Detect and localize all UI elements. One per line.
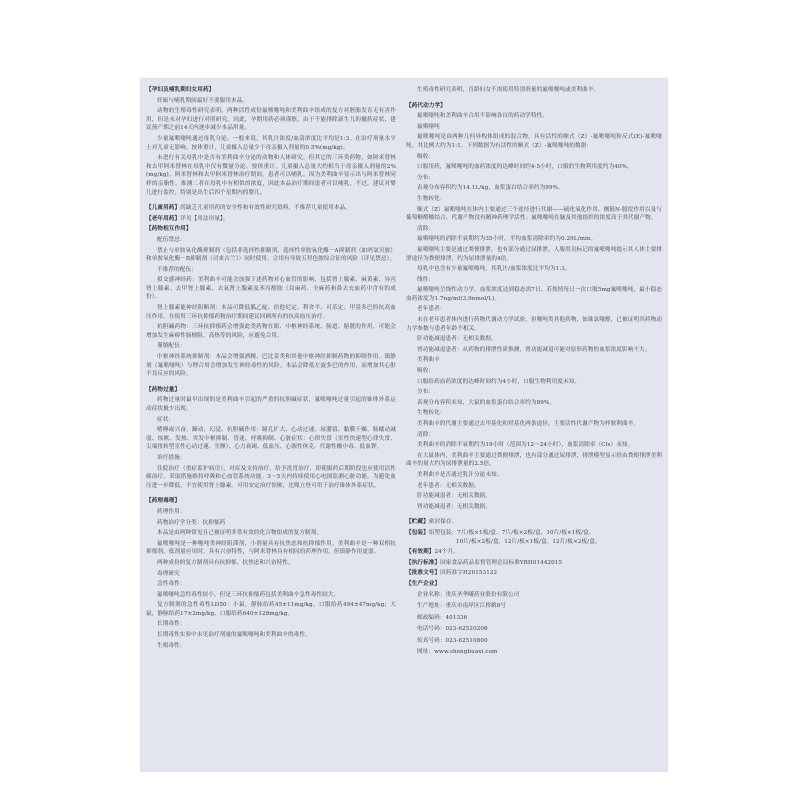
section-interactions bbox=[146, 225, 396, 379]
field-value: 重庆市南岸区江桥路8号 bbox=[445, 603, 507, 610]
paragraph: 口服给药血药浓度的达峰时间约为4小时，口服生物利用度未知。 bbox=[417, 378, 581, 385]
paragraph: 口服用药，氟哌噻吨的血药浓度的达峰时间约4-5小时，口服的生物利用度约为40%。 bbox=[417, 164, 633, 171]
subheading: 长期毒性： bbox=[157, 621, 186, 628]
field-label: 网址： bbox=[417, 649, 435, 656]
manufacturer-name bbox=[406, 591, 662, 600]
section-heading: 【包装】 bbox=[406, 529, 429, 536]
left-column bbox=[146, 86, 396, 657]
section-heading: 【儿童用药】 bbox=[146, 205, 181, 212]
field-value: 重庆圣华曦药业股份有限公司 bbox=[445, 591, 520, 598]
paragraph: 动物的生殖毒性研究表明，两种活性成份氟哌噻吨和美利曲辛组成的复方对胚胎发育无有害作用，但是未对孕妇进行对照研究。因此，孕期用药必须谨慎，由于不能排除新生儿的撤药症状，建议预产期之前14天内逐步减少本品用量。 bbox=[146, 108, 396, 132]
paragraph: 氟哌噻吨是由两种几何异构体组成的混合物，具有活性的顺式（Z）-氟哌噻吨和反式(E)-氟哌噻吨，其比例大约为1:1。下列数据为有活性的顺式（Z）-氟哌噻吨的数据： bbox=[406, 134, 662, 149]
manufacturer-fax bbox=[406, 637, 662, 646]
section-text: 尚缺乏儿童用药的安全性和有效性研究资料，不推荐儿童使用本品。 bbox=[180, 205, 351, 212]
subheading: 配伍禁忌： bbox=[157, 236, 186, 243]
paragraph: 氟哌噻吨和美利曲辛合用不影响各自的药动学特性。 bbox=[417, 113, 548, 120]
manufacturer-phone bbox=[406, 625, 662, 634]
paragraph: 母乳中也含有少量氟哌噻吨，其乳汁/血浆浓度比平均为1:3。 bbox=[417, 266, 571, 273]
section-standard bbox=[406, 559, 662, 568]
section-text: 详见【用法用量】。 bbox=[180, 215, 229, 222]
subheading: 药理作用： bbox=[157, 508, 186, 515]
manufacturer-website bbox=[406, 648, 662, 657]
field-value: 023-62520206 bbox=[445, 626, 488, 633]
paragraph: 拟交感神经药：美利曲辛可能会加强下述药物对心血管的影响，包括肾上腺素、麻黄素、异丙肾上腺素、去甲肾上腺素、去氧肾上腺素及苯丙醇胺（局麻药、全麻药和鼻去充血药中含有的成份）。 bbox=[146, 277, 396, 301]
section-heading: 【孕妇及哺乳期妇女用药】 bbox=[146, 87, 215, 93]
subheading: 毒理研究 bbox=[157, 570, 180, 577]
section-approval bbox=[406, 569, 662, 578]
paragraph: 氟哌噻吨的消除半衰期约为35小时，平均血浆清除率约为0.29L/min。 bbox=[417, 236, 597, 243]
subheading: 美利曲辛 bbox=[417, 357, 440, 364]
field-value: 401336 bbox=[445, 614, 468, 621]
field-value: www.shenghuaxi.com bbox=[434, 649, 498, 656]
paragraph: 肾功能减退者：无相关数据。 bbox=[417, 503, 492, 510]
subheading: 氟哌噻吨 bbox=[417, 123, 440, 130]
section-heading: 【药物相互作用】 bbox=[146, 226, 192, 233]
section-heading: 【老年用药】 bbox=[146, 215, 181, 222]
paragraph: 本品是由两种常见且已被证明非常有效的化合物组成的复方制剂。 bbox=[157, 530, 323, 537]
subheading: 生殖毒性： bbox=[157, 642, 186, 649]
paragraph: 表观分布容积未知，大鼠的血浆蛋白结合率约为89%。 bbox=[417, 399, 555, 406]
paragraph: 肾上腺素能神经阻断剂：本品可降低胍乙啶、倍他尼定、利舍平、可乐定、甲基多巴的抗高血压作用。在使用三环抗抑郁药物治疗期间建议回顾所有的抗高血压治疗。 bbox=[146, 305, 396, 320]
subheading: 吸收： bbox=[417, 153, 435, 160]
section-heading: 【药代动力学】 bbox=[406, 102, 446, 109]
section-heading: 【药物过量】 bbox=[146, 386, 181, 393]
subheading: 线性： bbox=[417, 276, 435, 283]
paragraph: 肝功能减退者：无相关数据。 bbox=[417, 493, 492, 500]
paragraph: 抗胆碱药物：三环抗抑郁药会增强此类药物在眼、中枢神经系统、肠道、膀胱的作用，可能会增加发生麻痹性肠梗阻、高热等的风险，应避免合用。 bbox=[146, 324, 396, 339]
paragraph: 长期毒性实验中未见治疗剂量的氟哌噻吨和美利曲辛的毒性。 bbox=[157, 632, 311, 639]
field-label: 企业名称： bbox=[417, 591, 446, 598]
field-value: 023-62510800 bbox=[445, 637, 488, 644]
manufacturer-postcode bbox=[406, 614, 662, 623]
right-column bbox=[406, 86, 662, 664]
subheading: 生物转化： bbox=[417, 410, 446, 417]
section-validity bbox=[406, 548, 662, 557]
subheading: 药物治疗学分类：抗抑郁药 bbox=[157, 519, 226, 526]
leaflet-sheet bbox=[140, 78, 668, 772]
subheading: 不推荐的配伍： bbox=[157, 266, 197, 273]
paragraph: 药物过量时最早出现的是美利曲辛引起的严重的抗胆碱症状，氟哌噻吨过量引起的锥体外系运动症状极少出现。 bbox=[146, 397, 396, 412]
field-label: 生产地址： bbox=[417, 603, 446, 610]
paragraph: 美利曲辛的消除半衰期约为19小时（范围为12～24小时），血浆清除率（Cls）未知。 bbox=[417, 442, 634, 449]
subheading: 症状： bbox=[157, 416, 175, 423]
paragraph: 在大鼠体内，美利曲辛主要通过粪便排泄，也有部分通过尿排泄，排泄模型显示经由粪便排泄美利曲辛的量大约为尿排泄量的2.5倍。 bbox=[406, 452, 662, 468]
paragraph: 顺式（Z）氟哌噻吨在体内主要通过三个途径进行代谢——硫化氧化作用、侧链N-脱烷作用以及与葡萄糖醛酸结合，代谢产物没有精神药理学活性。氟哌噻吨在脑及其他组织的浓度高于其代谢产物。 bbox=[406, 206, 662, 222]
paragraph: 禁止与单胺氧化酶抑制剂（包括非选择性抑制剂、选择性单胺氧化酶－A抑制剂（如吗氯贝胺）和单胺氧化酶－B抑制剂（司来吉兰））同时使用，合用有导致五羟色胺综合征的风险（详见禁忌）。 bbox=[146, 247, 396, 263]
section-pharmacokinetics bbox=[406, 102, 662, 512]
paragraph: 肾功能减退患者：从药物的排泄性质推测，肾功能减退可能对原形药物的血浆浓度影响不大。 bbox=[417, 346, 651, 353]
section-children bbox=[146, 204, 396, 213]
field-label: 传真号码： bbox=[417, 637, 446, 644]
section-repro-tox-cont bbox=[406, 86, 662, 95]
section-heading: 【生产企业】 bbox=[406, 580, 441, 587]
section-overdose bbox=[146, 386, 396, 491]
subheading: 分布： bbox=[417, 174, 435, 181]
section-manufacturer bbox=[406, 580, 662, 657]
package-line-1: 铝塑包装：7片/板×1板/盒、7片/板×2板/盒、10片/板×1板/盒、 bbox=[428, 529, 595, 536]
subheading: 急性毒性： bbox=[157, 581, 186, 588]
section-heading: 【批准文号】 bbox=[406, 570, 441, 577]
section-text: 24个月。 bbox=[434, 549, 459, 556]
paragraph: 美利曲辛是否通过乳汁分泌未知。 bbox=[417, 471, 503, 478]
subheading: 生物转化： bbox=[417, 195, 446, 202]
field-label: 电话号码： bbox=[417, 626, 446, 633]
field-label: 邮政编码： bbox=[417, 614, 446, 621]
paragraph: 美利曲辛的代谢主要通过去甲基化和羟基化两条途径，主要活性代谢产物为仲胺利曲辛。 bbox=[417, 421, 640, 427]
section-heading: 【贮藏】 bbox=[406, 519, 429, 526]
paragraph: 表观分布容积约为14.1L/kg，血浆蛋白结合率约为99%。 bbox=[417, 185, 564, 192]
package-line-2: 10片/板×2板/盒、12片/板×1板/盒、12片/板×2板/盒。 bbox=[456, 538, 601, 545]
paragraph: 少量氟哌噻吨通过母乳分泌。一般来说，其乳汁浓度/血清浓度比平均是1:3。在治疗剂量水平上对儿童无影响。按体重计，儿童摄入总量少于母亲摄入剂量的0.5%(mg/kg)。 bbox=[146, 135, 396, 151]
paragraph: 中枢神经系统抑制剂：本品会增强酒精、巴比妥类和其他中枢神经抑制药物的抑制作用。镇静剂（氟哌噻吨）与锂合用会增加发生神经毒性的风险。本品会降低左旋多巴的作用，而增加其心脏不良反应的风险。 bbox=[146, 354, 396, 378]
paragraph: 氟哌噻吨急性毒性较小，但是三环抗抑郁药包括美利曲辛急性毒性较大。 bbox=[157, 591, 340, 598]
section-heading: 【药理毒理】 bbox=[146, 498, 181, 505]
manufacturer-address bbox=[406, 602, 662, 611]
subheading: 分布： bbox=[417, 389, 435, 396]
section-heading: 【执行标准】 bbox=[406, 559, 441, 566]
subheading: 老年患者： bbox=[417, 306, 446, 313]
paragraph: 未进行有关母乳中是否有美利曲辛分泌的动物和人体研究。但其它的三环类药物，如阿米替林和去甲阿米替林在母乳中仅有微量分泌。按体重计，儿童摄入总量大约相当于母亲摄入剂量的2%(mg/kg)。阿米替林和去甲阿米替林治疗期间，患者可以哺乳。因为美利曲辛显示出与阿米替林同样的亲脂性，推测二者在母乳中有相似的浓度，因此本品治疗期间患者可以哺乳。不过，建议对婴儿进行监控，特别是出生后四个星期内的婴儿。 bbox=[146, 155, 396, 196]
section-text: 国药准字H20153122 bbox=[440, 570, 498, 577]
section-storage bbox=[406, 518, 662, 527]
subheading: 谨慎配伍： bbox=[157, 343, 186, 350]
paragraph: 氟哌噻吨呈线性动力学，血浆浓度达到稳态需7日。若按照每日一次口服5mg氟哌噻吨，最小稳态血药浓度为1.7ng/ml(3.9nmol/L)。 bbox=[406, 287, 662, 302]
section-pharmacology bbox=[146, 497, 396, 650]
paragraph: 两种成份的复方制剂具有抗抑郁、抗焦虑和兴奋特性。 bbox=[157, 559, 294, 566]
section-package bbox=[406, 529, 662, 546]
paragraph: 老年患者：无相关数据。 bbox=[417, 482, 480, 489]
subheading: 肝功能减退患者：无相关数据。 bbox=[417, 336, 497, 343]
paragraph: 复方制剂的急性毒性LD50：小鼠，静脉给药45±11mg/kg，口服给药494±47mg/kg；大鼠，静脉给药17±2mg/kg，口服给药640±128mg/kg。 bbox=[146, 602, 396, 617]
paragraph: 生殖毒性研究表明，育龄妇女不需使用特别剂量的氟哌噻吨或美利曲辛。 bbox=[417, 87, 600, 93]
section-text: 密封保存。 bbox=[428, 519, 458, 526]
paragraph: 嗜睡或兴奋、躁动、幻觉、抗胆碱作用：瞳孔扩大、心动过速、尿潴留、黏膜干燥、肠蠕动减弱、惊厥、发热、突发中枢抑制、昏迷、呼吸抑制、心脏症状：心律失常（室性快速型心律失常、尖端扭转型室性心动过速、室颤）、心力衰竭、低血压、心源性休克、代谢性酸中毒、低血钾。 bbox=[146, 427, 396, 451]
paragraph: 住院治疗（重症监护病房），对症及支持治疗，给予洗胃治疗，即使服药后期阶段也应使用活性碳治疗。采取措施维持呼吸和心血管系统功能。3～5天内持续使用心电图监测心脏功能。为避免血压进一步降低，不宜使用肾上腺素。可用安定治疗惊厥，比哌立登可用于治疗锥体外系症状。 bbox=[146, 465, 396, 489]
section-heading: 【有效期】 bbox=[406, 549, 435, 556]
section-text: 国家食品药品监督管理总局标准YBH01442015 bbox=[440, 559, 563, 566]
section-pregnancy bbox=[146, 86, 396, 197]
paragraph: 氟哌噻吨是一种噻吨类神经阻滞剂，小剂量具有抗焦虑和抗抑郁作用。美利曲辛是一种双相抗抑郁剂，低剂量应用时，具有兴奋特性，与阿米替林具有相同的药理作用，但镇静作用更弱。 bbox=[146, 540, 396, 556]
paragraph: 妊娠与哺乳期间最好不要服用本品。 bbox=[157, 97, 249, 104]
subheading: 清除： bbox=[417, 431, 435, 438]
subheading: 吸收： bbox=[417, 368, 435, 375]
section-elderly bbox=[146, 215, 396, 224]
subheading: 清除： bbox=[417, 225, 435, 232]
paragraph: 未在老年患者体内进行药物代谢动力学试验，但噻吨类其他药物，如珠氯噻醇，已被证明其药物动力学参数与患者年龄不相关。 bbox=[406, 317, 662, 332]
subheading: 治疗措施： bbox=[157, 454, 186, 461]
paragraph: 氟哌噻吨主要是通过粪便排泄，也有部分通过尿排泄。人服用氘标记的氟哌噻吨提示其人体主要排泄途径为粪便排泄，约为尿排泄量的4倍。 bbox=[406, 246, 662, 262]
